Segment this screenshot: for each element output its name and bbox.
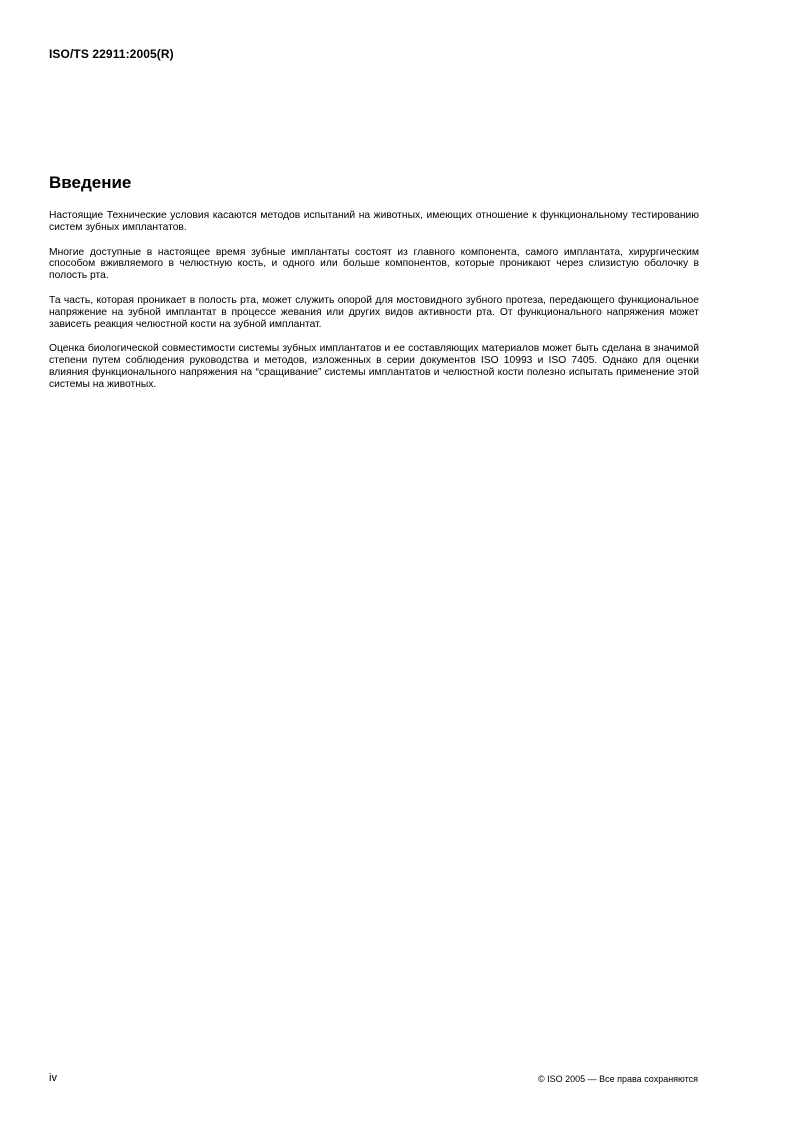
introduction-body [49,210,699,404]
page-number: iv [49,1072,57,1084]
document-id-header: ISO/TS 22911:2005(R) [49,47,174,61]
paragraph-2: Многие доступные в настоящее время зубные имплантаты состоят из главного компонента, самого имплантата, хирургическим способом вживляемого в челюстную кость, и одного или больше компонентов, которые проникают через слизистую оболочку в полость рта. [49,246,699,282]
paragraph-1: Настоящие Технические условия касаются методов испытаний на животных, имеющих отношение к функциональному тестированию систем зубных имплантатов. [49,210,699,233]
copyright-notice: © ISO 2005 — Все права сохраняются [537,1074,698,1084]
paragraph-4: Оценка биологической совместимости системы зубных имплантатов и ее составляющих материалов может быть сделана в значимой степени путем соблюдения руководства и методов, изложенных в серии документов ISO 10993 и ISO 7405. Однако для оценки влияния функционального напряжения на “сращивание” системы имплантатов и челюстной кости полезно испытать применение этой системы на животных. [49,343,699,390]
paragraph-3: Та часть, которая проникает в полость рта, может служить опорой для мостовидного зубного протеза, передающего функциональное напряжение на зубной имплантат в процессе жевания или других видов активности рта. От функционального напряжения может зависеть реакция челюстной кости на зубной имплантат. [49,294,699,330]
section-title: Введение [49,173,132,192]
